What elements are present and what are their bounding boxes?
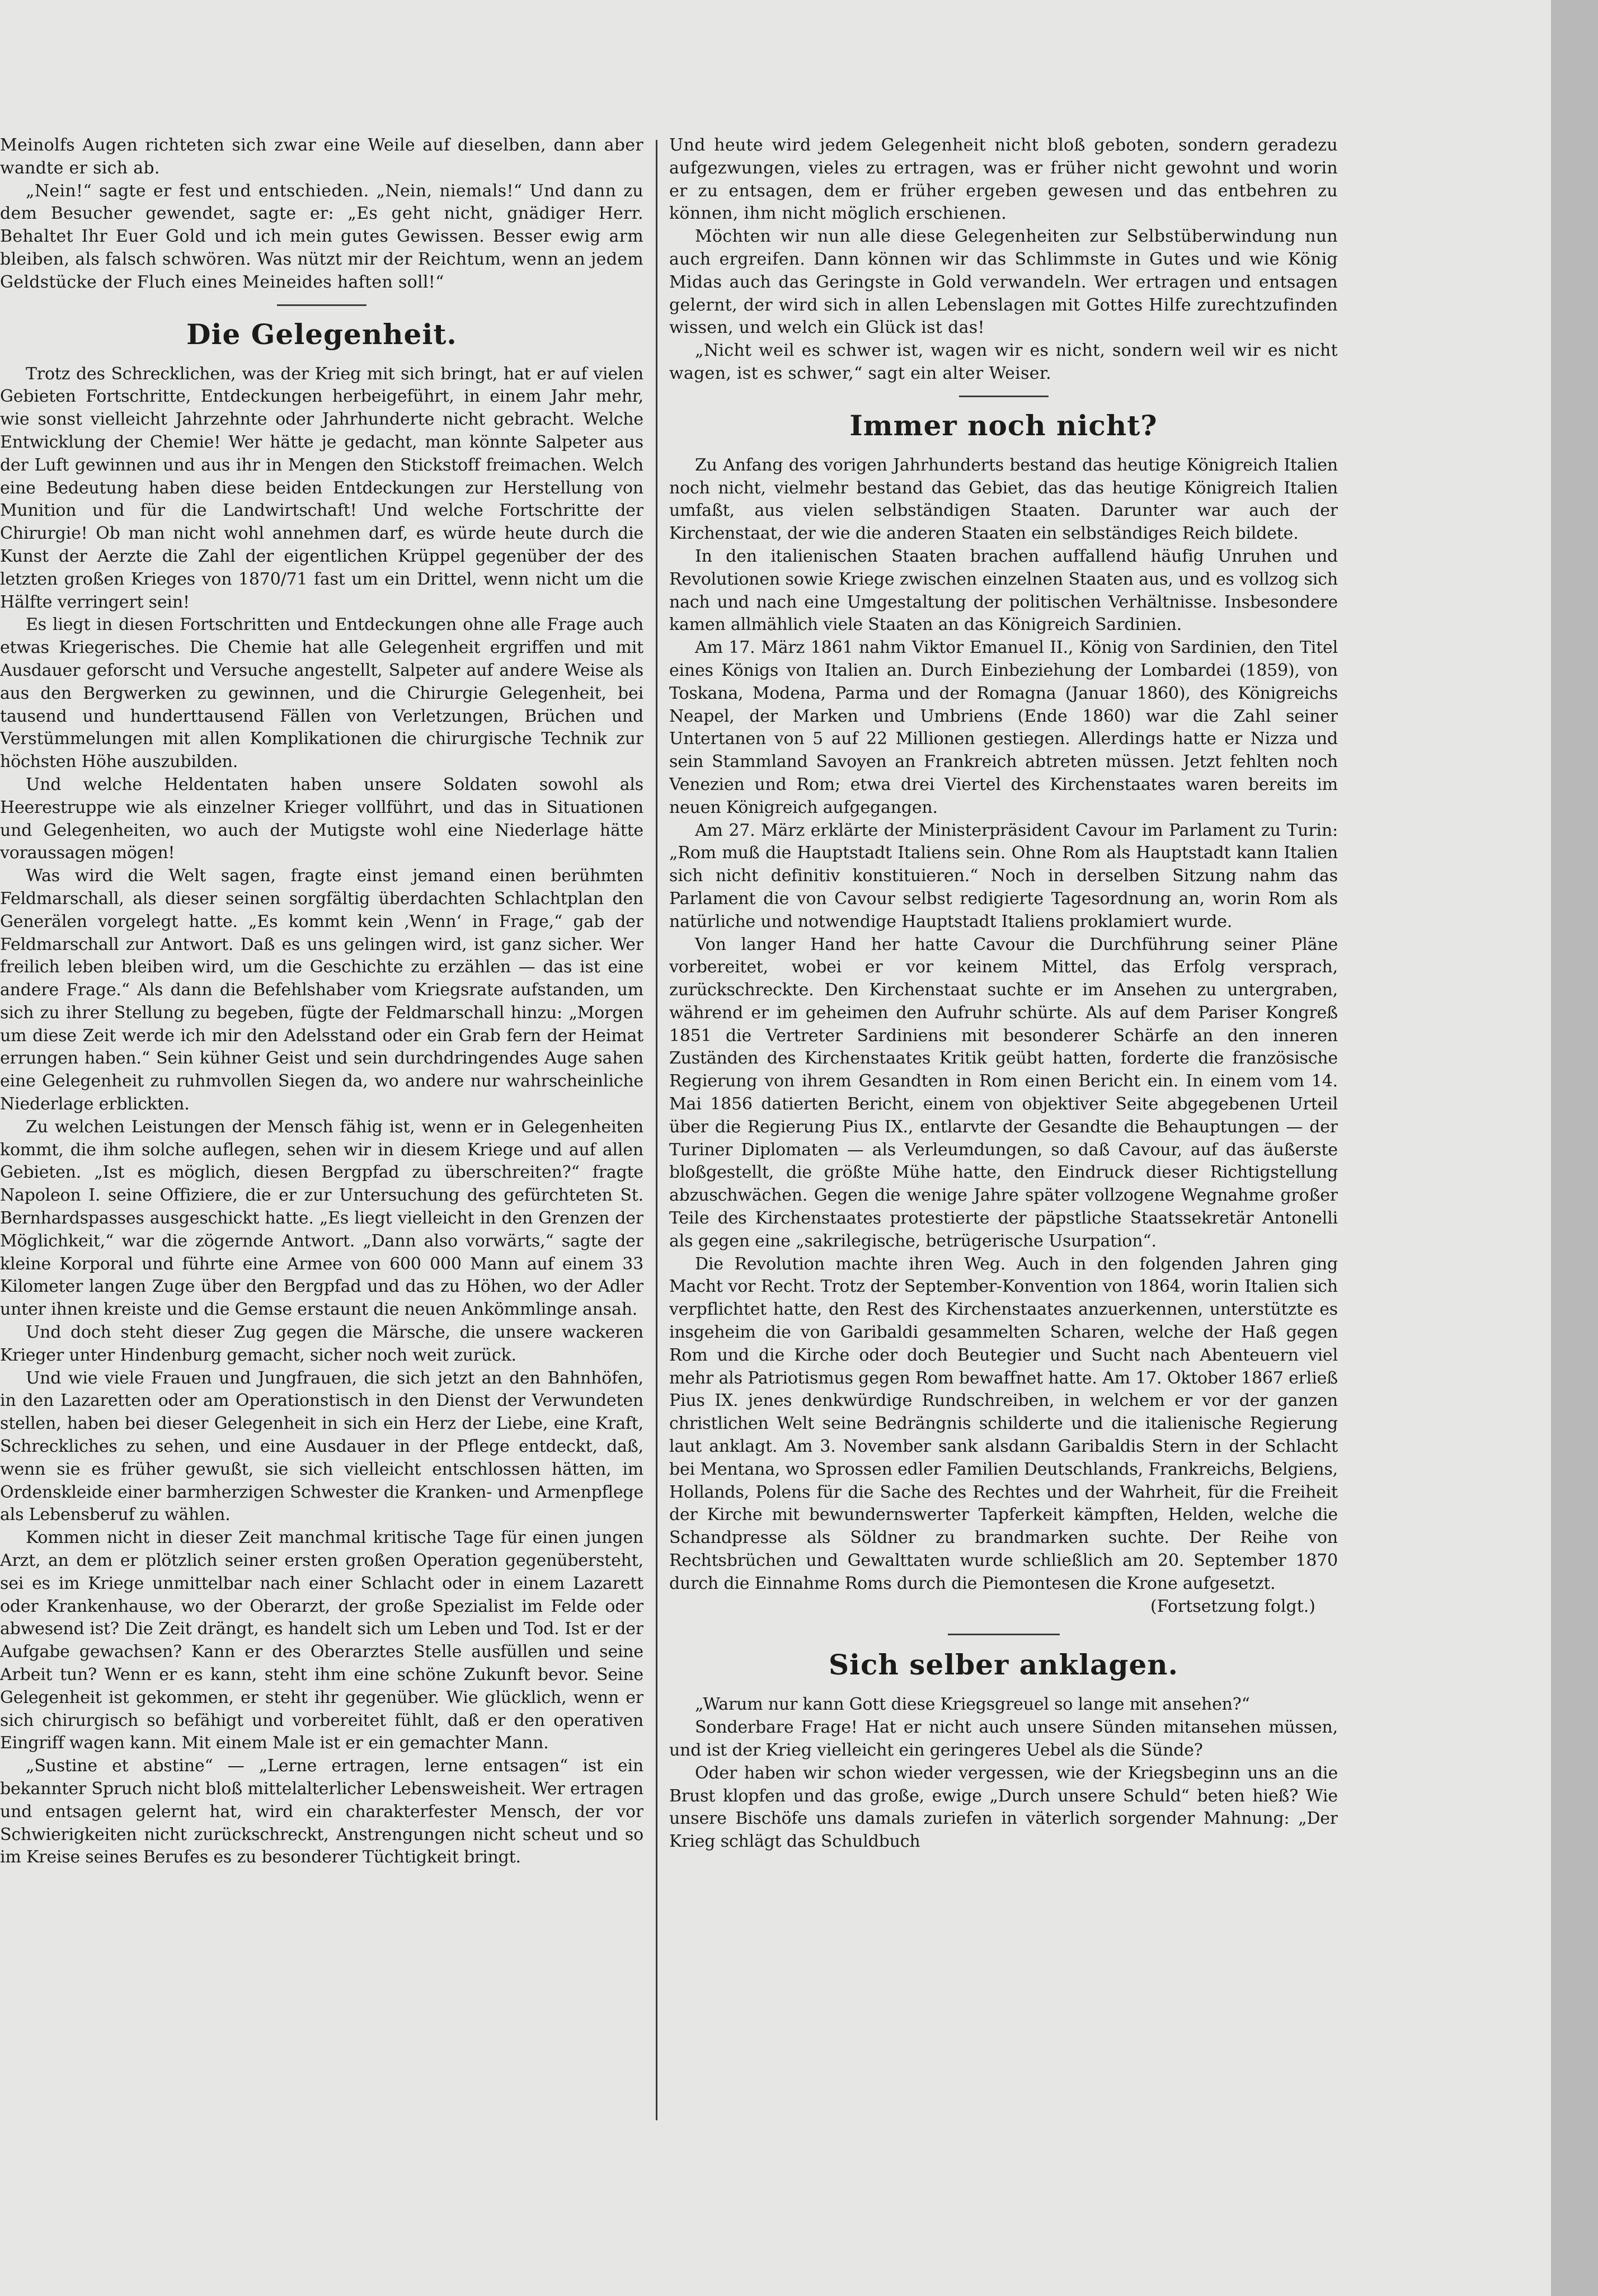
page-edge-shadow <box>1551 0 1598 2296</box>
story-ending-paragraph: „Nein!“ sagte er fest und entschieden. „Nein, niemals!“ Und dann zu dem Besucher gewendet, sagte er: „Es geht nicht, gnädiger Herr. Behaltet Ihr Euer Gold und ich mein gutes Gewissen. Besser ewig arm bleiben, als falsch schwören. Was nützt mir der Reichtum, wenn an jedem Geldstücke der Fluch eines Meineides haften soll!“ <box>0 181 643 292</box>
right-column <box>669 134 1338 2262</box>
continuation-note: (Fortsetzung folgt.) <box>1150 1596 1315 1616</box>
article-paragraph: Trotz des Schrecklichen, was der Krieg mit sich bringt, hat er auf vielen Gebieten Fortschritte, Entdeckungen herbeigeführt, in einem Jahr mehr, wie sonst vielleicht Jahrzehnte oder Jahrhunderte nicht gebracht. Welche Entwicklung der Chemie! Wer hätte je gedacht, man könnte Salpeter aus der Luft gewinnen und aus ihr in Mengen den Stickstoff freimachen. Welch eine Bedeutung haben diese beiden Entdeckungen zur Herstellung von Munition und für die Landwirtschaft! Und welche Fortschritte der Chirurgie! Ob man nicht wohl annehmen darf, es würde heute durch die Kunst der Aerzte die Zahl der eigentlichen Krüppel gegenüber der des letzten großen Krieges von 1870/71 fast um ein Drittel, wenn nicht um die Hälfte verringert sein! <box>0 364 643 612</box>
article-paragraph: Am 27. März erklärte der Ministerpräsident Cavour im Parlament zu Turin: „Rom muß die Hauptstadt Italiens sein. Ohne Rom als Hauptstadt kann Italien sich nicht definitiv konstituieren.“ Noch in derselben Sitzung nahm das Parlament die von Cavour selbst redigierte Tagesordnung an, worin Rom als natürliche und notwendige Hauptstadt Italiens proklamiert wurde. <box>669 820 1338 931</box>
article-title-sich-selber-anklagen: Sich selber anklagen. <box>828 1648 1179 1682</box>
section-rule <box>948 1634 1060 1635</box>
article-paragraph: Von langer Hand her hatte Cavour die Durchführung seiner Pläne vorbereitet, wobei er vor keinem Mittel, das Erfolg versprach, zurückschreckte. Den Kirchenstaat suchte er im Ansehen zu untergraben, während er im geheimen den Aufruhr schürte. Als auf dem Pariser Kongreß 1851 die Vertreter Sardiniens mit besonderer Schärfe an den inneren Zuständen des Kirchenstaates Kritik geübt hatten, forderte die französische Regierung von ihrem Gesandten in Rom einen Bericht ein. In einem vom 14. Mai 1856 datierten Bericht, einem von objektiver Seite abgegebenen Urteil über die Regierung Pius IX., entlarvte der Gesandte die Behauptungen — der Turiner Diplomaten — als Verleumdungen, so daß Cavour, auf das äußerste bloßgestellt, die größte Mühe hatte, den Eindruck dieser Richtigstellung abzuschwächen. Gegen die wenige Jahre später vollzogene Wegnahme großer Teile des Kirchenstaates protestierte der päpstliche Staatssekretär Antonelli als gegen eine „sakrilegische, betrügerische Usurpation“. <box>669 934 1338 1251</box>
continuation-note-row <box>669 1596 1338 1619</box>
continued-paragraph: „Nicht weil es schwer ist, wagen wir es nicht, sondern weil wir es nicht wagen, ist es schwer,“ sagt ein alter Weiser. <box>669 341 1338 383</box>
article-paragraph: Was wird die Welt sagen, fragte einst jemand einen berühmten Feldmarschall, als dieser seinen sorgfältig überdachten Schlachtplan den Generälen vorgelegt hatte. „Es kommt kein ‚Wenn‘ in Frage,“ gab der Feldmarschall zur Antwort. Daß es uns gelingen wird, ist ganz sicher. Wer freilich leben bleiben wird, um die Geschichte zu erzählen — das ist eine andere Frage.“ Als dann die Befehlshaber vom Kriegsrate aufstanden, um sich zu ihrer Stellung zu begeben, fügte der Feldmarschall hinzu: „Morgen um diese Zeit werde ich mir den Adelsstand oder ein Grab fern der Heimat errungen haben.“ Sein kühner Geist und sein durchdringendes Auge sahen eine Gelegenheit zu ruhmvollen Siegen da, wo andere nur wahrscheinliche Niederlage erblickten. <box>0 866 643 1114</box>
article-paragraph: Am 17. März 1861 nahm Viktor Emanuel II., König von Sardinien, den Titel eines Königs von Italien an. Durch Einbeziehung der Lombardei (1859), von Toskana, Modena, Parma und der Romagna (Januar 1860), des Königreichs Neapel, der Marken und Umbriens (Ende 1860) war die Zahl seiner Untertanen von 5 auf 22 Millionen gestiegen. Allerdings hatte er Nizza und sein Stammland Savoyen an Frankreich abtreten müssen. Jetzt fehlten noch Venezien und Rom; etwa drei Viertel des Kirchenstaates waren bereits im neuen Königreich aufgegangen. <box>669 638 1338 817</box>
article-paragraph: „Warum nur kann Gott diese Kriegsgreuel so lange mit ansehen?“ <box>695 1695 1250 1715</box>
article-paragraph: Zu Anfang des vorigen Jahrhunderts bestand das heutige Königreich Italien noch nicht, vielmehr bestand das Gebiet, das das heutige Königreich Italien umfaßt, aus vielen selbständigen Staaten. Darunter war auch der Kirchenstaat, der wie die anderen Staaten ein selbständiges Reich bildete. <box>669 455 1338 544</box>
continued-paragraph: Möchten wir nun alle diese Gelegenheiten zur Selbstüberwindung nun auch ergreifen. Dann können wir das Schlimmste in Gutes und wie König Midas auch das Geringste in Gold verwandeln. Wer ertragen und entsagen gelernt, der wird sich in allen Lebenslagen mit Gottes Hilfe zurechtzufinden wissen, und welch ein Glück ist das! <box>669 227 1338 338</box>
article-paragraph: „Sustine et abstine“ — „Lerne ertragen, lerne entsagen“ ist ein bekannter Spruch nicht bloß mittelalterlicher Lebensweisheit. Wer ertragen und entsagen gelernt hat, wird ein charakterfester Mensch, der vor Schwierigkeiten nicht zurückschreckt, Anstrengungen nicht scheut und so im Kreise seines Berufes es zu besonderer Tüchtigkeit bringt. <box>0 1756 643 1867</box>
article-paragraph: Oder haben wir schon wieder vergessen, wie der Kriegsbeginn uns an die Brust klopfen und das große, ewige „Durch unsere Schuld“ beten hieß? Wie unsere Bischöfe uns damals zuriefen in väterlich sorgender Mahnung: „Der Krieg schlägt das Schuldbuch <box>669 1763 1338 1852</box>
article-paragraph: Es liegt in diesen Fortschritten und Entdeckungen ohne alle Frage auch etwas Kriegerisches. Die Chemie hat alle Gelegenheit ergriffen und mit Ausdauer geforscht und Versuche angestellt, Salpeter auf andere Weise als aus den Bergwerken zu gewinnen, und die Chirurgie Gelegenheit, bei tausend und hunderttausend Fällen von Verletzungen, Brüchen und Verstümmelungen mit allen Komplikationen die chirurgische Technik zur höchsten Höhe auszubilden. <box>0 615 643 772</box>
article-title-gelegenheit: Die Gelegenheit. <box>186 317 457 351</box>
column-divider-rule <box>656 140 657 2120</box>
story-ending-paragraph: Meinolfs Augen richteten sich zwar eine Weile auf dieselben, dann aber wandte er sich ab. <box>0 135 643 178</box>
continued-paragraph: Und heute wird jedem Gelegenheit nicht bloß geboten, sondern geradezu aufgezwungen, vieles zu ertragen, was er früher nicht gewohnt und worin er zu entsagen, dem er früher ergeben gewesen und das entbehren zu können, ihm nicht möglich erschienen. <box>669 135 1338 224</box>
article-paragraph: Und doch steht dieser Zug gegen die Märsche, die unsere wackeren Krieger unter Hindenburg gemacht, sicher noch weit zurück. <box>0 1323 643 1365</box>
article-paragraph: In den italienischen Staaten brachen auffallend häufig Unruhen und Revolutionen sowie Kriege zwischen einzelnen Staaten aus, und es vollzog sich nach und nach eine Umgestaltung der politischen Verhältnisse. Insbesondere kamen allmählich viele Staaten an das Königreich Sardinien. <box>669 546 1338 635</box>
article-paragraph: Sonderbare Frage! Hat er nicht auch unsere Sünden mitansehen müssen, und ist der Krieg vielleicht ein geringeres Uebel als die Sünde? <box>669 1718 1338 1760</box>
article-title-immer-noch-nicht: Immer noch nicht? <box>849 408 1158 442</box>
section-rule <box>277 304 366 306</box>
article-paragraph: Kommen nicht in dieser Zeit manchmal kritische Tage für einen jungen Arzt, an dem er plötzlich seiner ersten großen Operation gegenübersteht, sei es im Kriege unmittelbar nach einer Schlacht oder in einem Lazarett oder Krankenhause, wo der Oberarzt, der große Spezialist im Felde oder abwesend ist? Die Zeit drängt, es handelt sich um Leben und Tod. Ist er der Aufgabe gewachsen? Kann er des Oberarztes Stelle ausfüllen und seine Arbeit tun? Wenn er es kann, steht ihm eine schöne Zukunft bevor. Seine Gelegenheit ist gekommen, er steht ihr gegenüber. Wie glücklich, wenn er sich chirurgisch so befähigt und vorbereitet fühlt, daß er den operativen Eingriff wagen kann. Mit einem Male ist er ein gemachter Mann. <box>0 1528 643 1753</box>
article-paragraph: Zu welchen Leistungen der Mensch fähig ist, wenn er in Gelegenheiten kommt, die ihm solche auflegen, sehen wir in diesem Kriege und auf allen Gebieten. „Ist es möglich, diesen Bergpfad zu überschreiten?“ fragte Napoleon I. seine Offiziere, die er zur Untersuchung des gefürchteten St. Bernhardspasses ausgeschickt hatte. „Es liegt vielleicht in den Grenzen der Möglichkeit,“ war die zögernde Antwort. „Dann also vorwärts,“ sagte der kleine Korporal und führte eine Armee von 600 000 Mann auf einem 33 Kilometer langen Zuge über den Bergpfad und das zu Höhen, wo der Adler unter ihnen kreiste und die Gemse erstaunt die neuen Ankömmlinge ansah. <box>0 1117 643 1320</box>
left-column <box>0 134 643 2262</box>
section-rule <box>959 396 1049 397</box>
article-paragraph: Die Revolution machte ihren Weg. Auch in den folgenden Jahren ging Macht vor Recht. Trotz der September-Konvention von 1864, worin Italien sich verpflichtet hatte, den Rest des Kirchenstaates anzuerkennen, unterstützte es insgeheim die von Garibaldi gesammelten Scharen, welche der Haß gegen Rom und die Kirche oder doch Beutegier und Sucht nach Abenteuern viel mehr als Patriotismus gegen Rom bewaffnet hatte. Am 17. Oktober 1867 erließ Pius IX. jenes denkwürdige Rundschreiben, in welchem er vor der ganzen christlichen Welt seine Bedrängnis schilderte und die italienische Regierung laut anklagt. Am 3. November sank alsdann Garibaldis Stern in der Schlacht bei Mentana, wo Sprossen edler Familien Deutschlands, Frankreichs, Belgiens, Hollands, Polens für die Sache des Rechtes und der Wahrheit, für die Freiheit der Kirche mit bewundernswerter Tapferkeit kämpften, Helden, welche die Schandpresse als Söldner zu brandmarken suchte. Der Reihe von Rechtsbrüchen und Gewalttaten wurde schließlich am 20. September 1870 durch die Einnahme Roms durch die Piemontesen die Krone aufgesetzt. <box>669 1254 1338 1593</box>
article-paragraph: Und welche Heldentaten haben unsere Soldaten sowohl als Heerestruppe wie als einzelner Krieger vollführt, und das in Situationen und Gelegenheiten, wo auch der Mutigste wohl eine Niederlage hätte voraussagen mögen! <box>0 774 643 863</box>
article-paragraph: Und wie viele Frauen und Jungfrauen, die sich jetzt an den Bahnhöfen, in den Lazaretten oder am Operationstisch in den Dienst der Verwundeten stellen, haben bei dieser Gelegenheit in sich ein Herz der Liebe, eine Kraft, Schreckliches zu sehen, und eine Ausdauer in der Pflege entdeckt, daß, wenn sie es früher gewußt, sie sich vielleicht entschlossen hätten, im Ordenskleide einer barmherzigen Schwester die Kranken- und Armenpflege als Lebensberuf zu wählen. <box>0 1368 643 1525</box>
